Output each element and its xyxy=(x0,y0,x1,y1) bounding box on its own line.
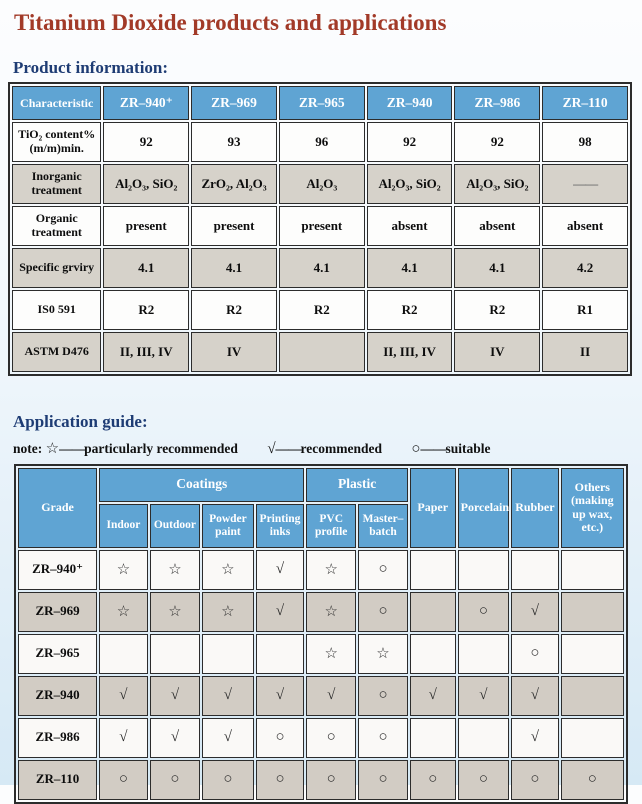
value-cell: II xyxy=(542,332,628,372)
symbol-cell: ○ xyxy=(306,718,356,758)
column-header: ZR–940⁺ xyxy=(103,86,189,120)
symbol-cell: ☆ xyxy=(202,592,254,632)
symbol-cell xyxy=(561,634,624,674)
symbol-cell: ☆ xyxy=(306,592,356,632)
legend-dash: —— xyxy=(420,440,446,456)
value-cell: IV xyxy=(454,332,540,372)
grade-cell: ZR–965 xyxy=(18,634,97,674)
row-label: TiO₂ content% (m/m)min. xyxy=(12,122,101,162)
legend-item xyxy=(411,441,490,456)
symbol-cell: √ xyxy=(511,676,558,716)
value-cell: present xyxy=(103,206,189,246)
symbol-cell: ○ xyxy=(256,760,305,800)
grade-header: Grade xyxy=(18,468,97,548)
value-cell: absent xyxy=(454,206,540,246)
symbol-cell xyxy=(150,634,200,674)
value-cell: 96 xyxy=(279,122,365,162)
value-cell: Al₂O₃ xyxy=(279,164,365,204)
value-cell xyxy=(279,332,365,372)
column-header-porcelain: Porcelain xyxy=(458,468,510,548)
symbol-cell xyxy=(410,592,456,632)
table-row xyxy=(18,592,624,632)
value-cell: 92 xyxy=(103,122,189,162)
grade-cell: ZR–940 xyxy=(18,676,97,716)
symbol-cell: ○ xyxy=(358,676,408,716)
grade-cell: ZR–940⁺ xyxy=(18,550,97,590)
legend-text: suitable xyxy=(445,440,491,456)
value-cell: present xyxy=(191,206,277,246)
column-header-pvc-profile: PVC profile xyxy=(306,504,356,548)
column-header-paper: Paper xyxy=(410,468,456,548)
value-cell: 4.1 xyxy=(103,248,189,288)
column-header: ZR–940 xyxy=(367,86,453,120)
grade-cell: ZR–110 xyxy=(18,760,97,800)
column-header-master-batch: Master–batch xyxy=(358,504,408,548)
table-row xyxy=(12,332,628,372)
table-row xyxy=(18,676,624,716)
legend-text: recommended xyxy=(300,440,383,456)
symbol-cell: √ xyxy=(511,592,558,632)
symbol-cell xyxy=(511,550,558,590)
value-cell: Al₂O₃, SiO₂ xyxy=(454,164,540,204)
symbol-cell: √ xyxy=(458,676,510,716)
symbol-cell: ☆ xyxy=(99,550,148,590)
symbol-cell: ○ xyxy=(306,760,356,800)
symbol-cell xyxy=(202,634,254,674)
value-cell: ZrO₂, Al₂O₃ xyxy=(191,164,277,204)
app-header-row-1 xyxy=(18,468,624,502)
symbol-cell xyxy=(561,718,624,758)
symbol-cell: ☆ xyxy=(99,592,148,632)
value-cell: —— xyxy=(542,164,628,204)
table-row xyxy=(12,164,628,204)
table-row xyxy=(12,290,628,330)
symbol-cell: ☆ xyxy=(306,550,356,590)
symbol-cell: √ xyxy=(150,718,200,758)
row-label: Specific grviry xyxy=(12,248,101,288)
legend-dash: —— xyxy=(59,440,85,456)
grade-cell: ZR–986 xyxy=(18,718,97,758)
symbol-cell: √ xyxy=(256,592,305,632)
value-cell: 4.1 xyxy=(454,248,540,288)
value-cell: R2 xyxy=(191,290,277,330)
value-cell: 4.1 xyxy=(367,248,453,288)
symbol-cell: ○ xyxy=(511,634,558,674)
symbol-cell: ○ xyxy=(150,760,200,800)
symbol-cell: ○ xyxy=(358,760,408,800)
value-cell: 4.1 xyxy=(191,248,277,288)
column-header-printing-inks: Printing inks xyxy=(256,504,305,548)
column-header-rubber: Rubber xyxy=(511,468,558,548)
table-row xyxy=(18,634,624,674)
row-label: IS0 591 xyxy=(12,290,101,330)
column-header: ZR–110 xyxy=(542,86,628,120)
column-header-others: Others (making up wax, etc.) xyxy=(561,468,624,548)
application-guide-table xyxy=(14,464,628,804)
value-cell: R2 xyxy=(103,290,189,330)
application-guide-heading: Application guide: xyxy=(13,412,148,432)
value-cell: 98 xyxy=(542,122,628,162)
grade-cell: ZR–969 xyxy=(18,592,97,632)
value-cell: IV xyxy=(191,332,277,372)
value-cell: 4.2 xyxy=(542,248,628,288)
symbol-cell: ○ xyxy=(358,592,408,632)
symbol-cell: ○ xyxy=(458,592,510,632)
legend-dash: —— xyxy=(275,440,301,456)
table-row xyxy=(18,550,624,590)
symbol-cell: ○ xyxy=(511,760,558,800)
table-row xyxy=(12,248,628,288)
value-cell: absent xyxy=(542,206,628,246)
symbol-cell: ☆ xyxy=(202,550,254,590)
symbol-cell: ○ xyxy=(202,760,254,800)
legend-item xyxy=(46,441,238,456)
symbol-cell xyxy=(410,718,456,758)
page-title: Titanium Dioxide products and applications xyxy=(14,10,447,35)
column-header: ZR–969 xyxy=(191,86,277,120)
column-header-powder-paint: Powder paint xyxy=(202,504,254,548)
symbol-cell: √ xyxy=(99,676,148,716)
symbol-cell: √ xyxy=(410,676,456,716)
column-header: Characteristic xyxy=(12,86,101,120)
symbol-cell xyxy=(561,550,624,590)
symbol-cell: ☆ xyxy=(358,634,408,674)
symbol-cell: √ xyxy=(150,676,200,716)
symbol-cell: √ xyxy=(202,718,254,758)
table-row xyxy=(18,760,624,800)
table-row xyxy=(18,718,624,758)
star-icon: ☆ xyxy=(45,440,60,457)
value-cell: 92 xyxy=(454,122,540,162)
row-label: ASTM D476 xyxy=(12,332,101,372)
column-header: ZR–986 xyxy=(454,86,540,120)
symbol-cell xyxy=(561,676,624,716)
value-cell: 4.1 xyxy=(279,248,365,288)
check-icon: √ xyxy=(267,440,276,457)
symbol-cell: ☆ xyxy=(150,550,200,590)
note-label: note: xyxy=(13,440,43,456)
row-label: Inorganic treatment xyxy=(12,164,101,204)
symbol-cell: ○ xyxy=(561,760,624,800)
symbol-cell xyxy=(99,634,148,674)
symbol-cell xyxy=(561,592,624,632)
value-cell: Al₂O₃, SiO₂ xyxy=(103,164,189,204)
symbol-cell xyxy=(256,634,305,674)
symbol-cell: √ xyxy=(256,676,305,716)
value-cell: R2 xyxy=(454,290,540,330)
value-cell: absent xyxy=(367,206,453,246)
value-cell: Al₂O₃, SiO₂ xyxy=(367,164,453,204)
value-cell: 93 xyxy=(191,122,277,162)
symbol-cell: ☆ xyxy=(306,634,356,674)
column-header: ZR–965 xyxy=(279,86,365,120)
table-row xyxy=(12,122,628,162)
symbol-cell: √ xyxy=(99,718,148,758)
value-cell: II, III, IV xyxy=(103,332,189,372)
legend-note xyxy=(13,439,642,458)
product-info-table xyxy=(8,82,632,376)
legend-text: particularly recommended xyxy=(84,440,238,456)
value-cell: II, III, IV xyxy=(367,332,453,372)
row-label: Organic treatment xyxy=(12,206,101,246)
symbol-cell: √ xyxy=(306,676,356,716)
column-header-outdoor: Outdoor xyxy=(150,504,200,548)
symbol-cell: ○ xyxy=(358,718,408,758)
symbol-cell: √ xyxy=(511,718,558,758)
symbol-cell xyxy=(458,634,510,674)
symbol-cell: ☆ xyxy=(150,592,200,632)
symbol-cell: √ xyxy=(256,550,305,590)
legend-item xyxy=(267,441,382,456)
product-info-heading: Product information: xyxy=(13,57,169,77)
symbol-cell: ○ xyxy=(410,760,456,800)
symbol-cell: ○ xyxy=(256,718,305,758)
group-header-coatings: Coatings xyxy=(99,468,304,502)
symbol-cell: ○ xyxy=(458,760,510,800)
value-cell: present xyxy=(279,206,365,246)
value-cell: 92 xyxy=(367,122,453,162)
circle-icon: ○ xyxy=(411,440,421,457)
group-header-plastic: Plastic xyxy=(306,468,408,502)
value-cell: R2 xyxy=(279,290,365,330)
symbol-cell xyxy=(410,634,456,674)
value-cell: R2 xyxy=(367,290,453,330)
symbol-cell: ○ xyxy=(99,760,148,800)
symbol-cell xyxy=(410,550,456,590)
symbol-cell: √ xyxy=(202,676,254,716)
symbol-cell xyxy=(458,550,510,590)
symbol-cell: ○ xyxy=(358,550,408,590)
product-header-row xyxy=(12,86,628,120)
symbol-cell xyxy=(458,718,510,758)
value-cell: R1 xyxy=(542,290,628,330)
column-header-indoor: Indoor xyxy=(99,504,148,548)
table-row xyxy=(12,206,628,246)
